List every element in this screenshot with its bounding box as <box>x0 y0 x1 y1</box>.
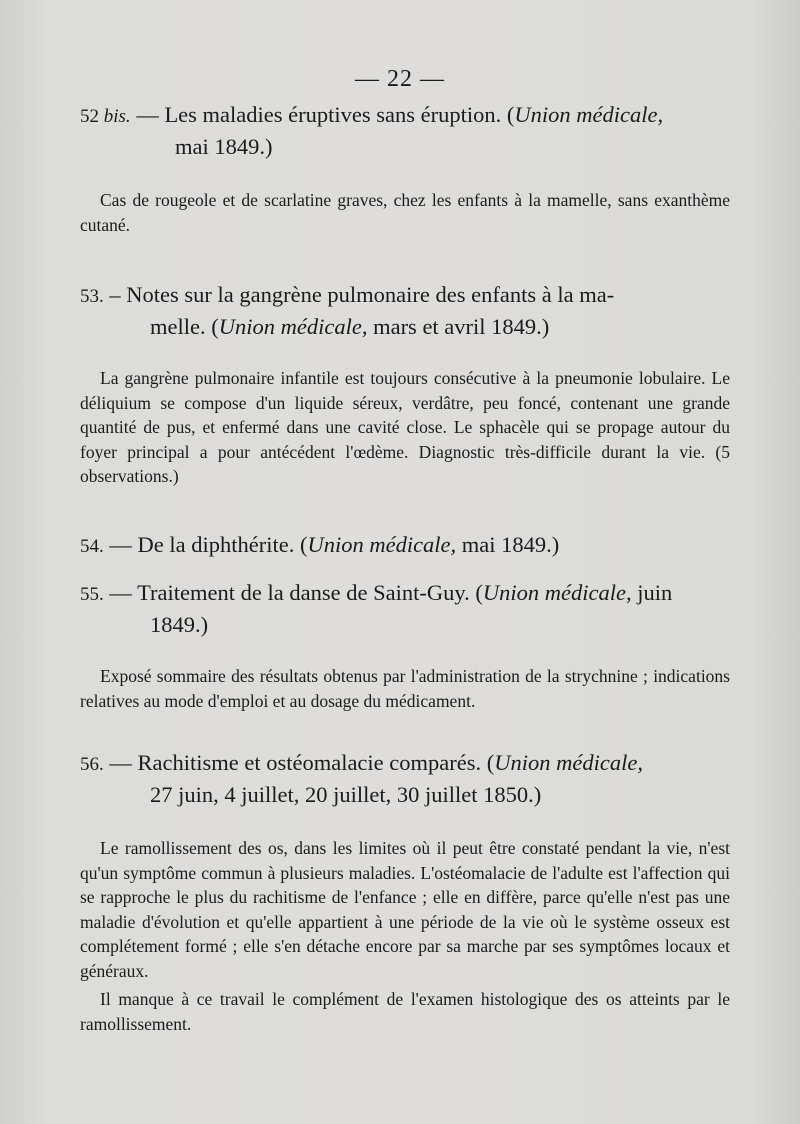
entry-56 <box>80 748 730 1036</box>
entry-54 <box>80 530 730 562</box>
abstract-paragraph: Le ramollissement des os, dans les limites où il peut être constaté pendant la vie, n'est qu'un symptôme commun à plusieurs maladies. L'ostéomalacie de l'adulte est l'affection qui se rapproche le plus du rachitisme de l'enfance ; elle en diffère, parce qu'elle n'est pas une maladie d'évolution et qu'elle appartient à une période de la vie où le système osseux est complétement formé ; elle s'en détache encore par sa marche par ses symptômes locaux et généraux. <box>80 838 730 981</box>
entry-title-text: Les maladies éruptives sans éruption. <box>164 102 502 127</box>
source-journal: Union médicale, <box>514 102 664 127</box>
entry-title-text: Rachitisme et ostéomalacie comparés. <box>137 750 482 775</box>
source-date-continued: 1849.) <box>150 612 209 637</box>
entry-abstract <box>80 836 730 1036</box>
source-journal: Union médicale, <box>482 580 632 605</box>
entry-title-text: Notes sur la gangrène pulmonaire des enfants à la ma- <box>126 282 615 307</box>
entry-title: 54. — De la diphthérite. (Union médicale, mai 1849.) <box>80 532 560 557</box>
page-number: — 22 — <box>355 66 445 92</box>
entry-52-bis <box>80 100 730 237</box>
entry-number: 52 bis. <box>80 106 131 127</box>
source-date: 27 juin, 4 juillet, 20 juillet, 30 juillet 1850.) <box>150 782 542 807</box>
source-date: mai 1849.) <box>175 134 273 159</box>
entry-title: 56. — Rachitisme et ostéomalacie comparés. (Union médicale, 27 juin, 4 juillet, 20 juillet, 30 juillet 1850.) <box>80 748 730 810</box>
source-date: juin <box>637 580 673 605</box>
entry-53 <box>80 280 730 489</box>
source-date: mai 1849.) <box>461 532 560 557</box>
entry-title: 55. — Traitement de la danse de Saint-Guy. (Union médicale, juin 1849.) <box>80 578 730 640</box>
entry-number: 55. <box>80 584 104 605</box>
entry-abstract: La gangrène pulmonaire infantile est toujours consécutive à la pneumonie lobulaire. Le déliquium se compose d'un liquide séreux, verdâtre, peu foncé, contenant une grande quantité de pus, et enfermé dans une cavité close. Le sphacèle qui se propage autour du foyer principal a pour antécédent l'œdème. Diagnostic très-difficile durant la vie. (5 observations.) <box>80 368 730 486</box>
abstract-paragraph: Il manque à ce travail le complément de l'examen histologique des os atteints par le ramollissement. <box>80 989 730 1034</box>
entry-abstract: Exposé sommaire des résultats obtenus par l'administration de la strychnine ; indications relatives au mode d'emploi et au dosage du médicament. <box>80 666 730 711</box>
entry-number: 56. <box>80 754 104 775</box>
entry-number: 54. <box>80 536 104 557</box>
entry-title-text: Traitement de la danse de Saint-Guy. <box>137 580 470 605</box>
entry-abstract: Cas de rougeole et de scarlatine graves, chez les enfants à la mamelle, sans exanthème cutané. <box>80 190 730 235</box>
entry-title: 53. – Notes sur la gangrène pulmonaire des enfants à la ma- melle. (Union médicale, mars et avril 1849.) <box>80 282 615 339</box>
entry-55 <box>80 578 730 713</box>
source-journal: Union médicale, <box>494 750 643 775</box>
entry-title-text: De la diphthérite. <box>137 532 295 557</box>
source-journal: Union médicale, <box>218 314 368 339</box>
source-date: mars et avril 1849.) <box>373 314 550 339</box>
entry-title: 52 bis. — Les maladies éruptives sans éruption. (Union médicale, mai 1849.) <box>80 100 730 162</box>
entry-number: 53. <box>80 286 104 307</box>
source-journal: Union médicale, <box>307 532 457 557</box>
